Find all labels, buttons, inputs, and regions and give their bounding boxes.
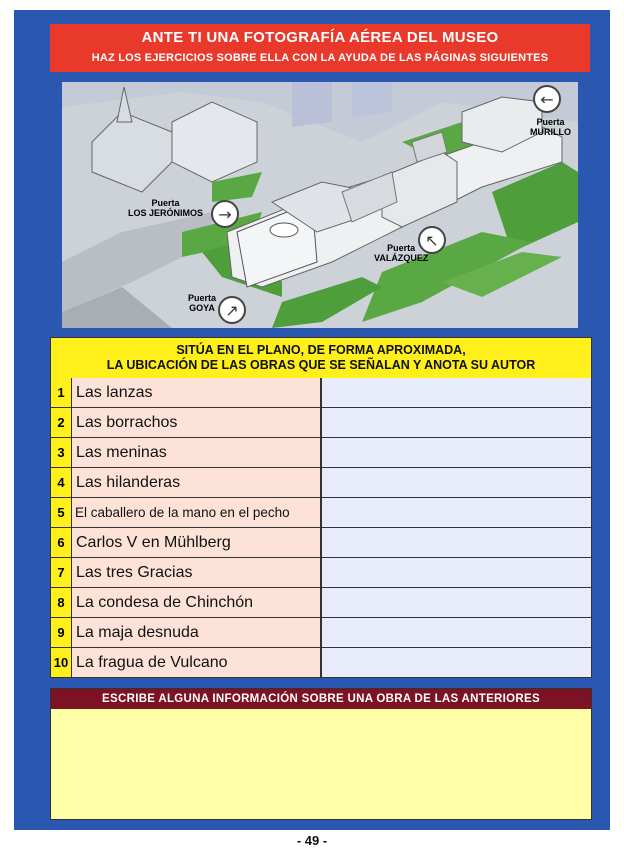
table-row — [51, 558, 591, 588]
gate-goya-label — [188, 293, 216, 313]
page-number: - 49 - — [296, 833, 328, 848]
author-answer-cell[interactable] — [322, 468, 591, 498]
row-number: 5 — [51, 498, 71, 528]
svg-text:↗: ↗ — [225, 301, 239, 320]
artwork-title: Las lanzas — [71, 378, 322, 408]
gate-name: LOS JERÓNIMOS — [128, 208, 204, 218]
row-number: 3 — [51, 438, 71, 468]
artwork-title: Las tres Gracias — [71, 558, 322, 588]
gate-name: VALÁZQUEZ — [374, 253, 429, 263]
row-number: 6 — [51, 528, 71, 558]
artwork-title: La fragua de Vulcano — [71, 648, 322, 678]
artwork-title: Las meninas — [71, 438, 322, 468]
author-answer-cell[interactable] — [322, 528, 591, 558]
info-box — [50, 688, 592, 820]
gate-word: Puerta — [536, 117, 565, 127]
table-row — [51, 588, 591, 618]
artwork-title: Las hilanderas — [71, 468, 322, 498]
svg-text:↖: ↖ — [425, 231, 439, 250]
gate-murillo-label — [530, 117, 571, 137]
author-answer-cell[interactable] — [322, 438, 591, 468]
artwork-title: Carlos V en Mühlberg — [71, 528, 322, 558]
artwork-title: La maja desnuda — [71, 618, 322, 648]
row-number: 9 — [51, 618, 71, 648]
banner-subtitle: HAZ LOS EJERCICIOS SOBRE ELLA CON LA AYUDA DE LAS PÁGINAS SIGUIENTES — [91, 52, 549, 64]
banner-title: ANTE TI UNA FOTOGRAFÍA AÉREA DEL MUSEO — [141, 29, 499, 46]
author-answer-cell[interactable] — [322, 408, 591, 438]
table-row — [51, 648, 591, 678]
artwork-title: La condesa de Chinchón — [71, 588, 322, 618]
author-answer-cell[interactable] — [322, 378, 591, 408]
row-number: 4 — [51, 468, 71, 498]
info-writing-area[interactable] — [51, 709, 591, 819]
author-answer-cell[interactable] — [322, 498, 591, 528]
gate-name: MURILLO — [530, 127, 571, 137]
author-answer-cell[interactable] — [322, 648, 591, 678]
table-heading — [51, 338, 591, 378]
row-number: 7 — [51, 558, 71, 588]
table-heading-line2: LA UBICACIÓN DE LAS OBRAS QUE SE SEÑALAN Y ANOTA SU AUTOR — [106, 358, 536, 372]
table-row — [51, 498, 591, 528]
table-row — [51, 378, 591, 408]
row-number: 1 — [51, 378, 71, 408]
svg-text:←: ← — [540, 90, 554, 109]
table-row — [51, 408, 591, 438]
gate-word: Puerta — [151, 198, 180, 208]
table-row — [51, 468, 591, 498]
author-answer-cell[interactable] — [322, 558, 591, 588]
row-number: 10 — [51, 648, 71, 678]
row-number: 8 — [51, 588, 71, 618]
info-heading: ESCRIBE ALGUNA INFORMACIÓN SOBRE UNA OBRA DE LAS ANTERIORES — [51, 689, 591, 709]
gate-word: Puerta — [387, 243, 416, 253]
author-answer-cell[interactable] — [322, 618, 591, 648]
svg-text:→: → — [218, 205, 232, 224]
row-number: 2 — [51, 408, 71, 438]
table-row — [51, 618, 591, 648]
gate-name: GOYA — [189, 303, 215, 313]
artworks-table — [50, 337, 592, 678]
gate-velazquez-label — [374, 243, 428, 263]
artwork-title: El caballero de la mano en el pecho — [71, 498, 322, 528]
gate-jeronimos-label — [128, 198, 203, 218]
table-row — [51, 528, 591, 558]
aerial-photo — [62, 82, 578, 328]
table-row — [51, 438, 591, 468]
gate-word: Puerta — [188, 293, 217, 303]
title-banner — [50, 24, 590, 72]
author-answer-cell[interactable] — [322, 588, 591, 618]
artwork-title: Las borrachos — [71, 408, 322, 438]
table-heading-line1: SITÚA EN EL PLANO, DE FORMA APROXIMADA, — [176, 343, 466, 357]
